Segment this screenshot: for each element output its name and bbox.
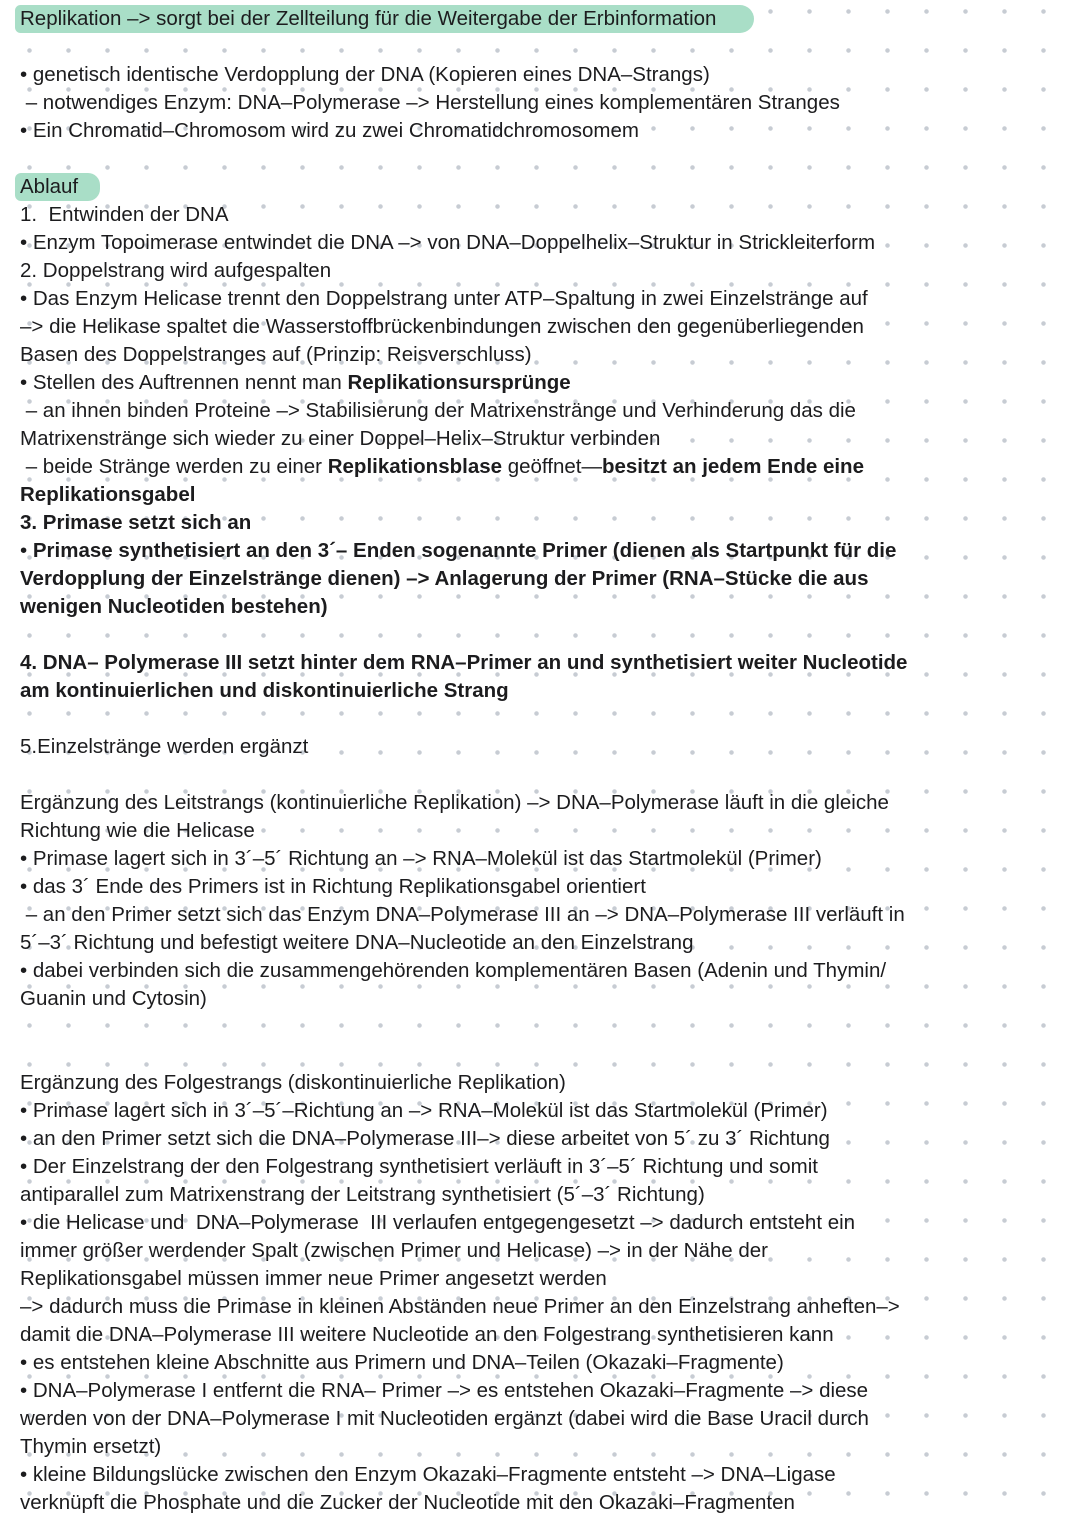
text-line xyxy=(20,565,1062,593)
text-segment: • xyxy=(20,539,33,562)
text-line xyxy=(20,873,1062,901)
text-segment: antiparallel zum Matrixenstrang der Leitstrang synthetisiert (5´–3´ Richtung) xyxy=(20,1183,705,1206)
text-segment: • Primase lagert sich in 3´–5´ Richtung an –> RNA–Molekül ist das Startmolekül (Primer) xyxy=(20,847,822,870)
blank-line xyxy=(20,1013,1062,1041)
highlighted-text xyxy=(15,173,100,201)
text-segment: Matrixenstränge sich wieder zu einer Doppel–Helix–Struktur verbinden xyxy=(20,427,661,450)
text-segment: –> die Helikase spaltet die Wasserstoffbrückenbindungen zwischen den gegenüberliegenden xyxy=(20,315,864,338)
text-line xyxy=(20,957,1062,985)
text-segment: damit die DNA–Polymerase III weitere Nucleotide an den Folgestrang synthetisieren kann xyxy=(20,1323,834,1346)
text-line xyxy=(20,929,1062,957)
text-segment: – an den Primer setzt sich das Enzym DNA–Polymerase III an –> DNA–Polymerase III verläuft in xyxy=(20,903,905,926)
text-line xyxy=(20,201,1062,229)
text-line xyxy=(20,733,1062,761)
text-line xyxy=(20,369,1062,397)
text-segment: • Ein Chromatid–Chromosom wird zu zwei Chromatidchromosomem xyxy=(20,119,639,142)
text-line xyxy=(20,1209,1062,1237)
bold-text-segment: besitzt an jedem Ende eine xyxy=(601,455,864,478)
text-line xyxy=(20,1433,1062,1461)
text-segment: 5´–3´ Richtung und befestigt weitere DNA–Nucleotide an den Einzelstrang xyxy=(20,931,694,954)
bold-text-segment: Replikationsursprünge xyxy=(347,371,571,394)
text-line xyxy=(20,89,1062,117)
text-line xyxy=(20,985,1062,1013)
blank-line xyxy=(20,705,1062,733)
text-line xyxy=(20,649,1062,677)
text-segment: • Stellen des Auftrennen nennt man xyxy=(20,371,348,394)
text-line xyxy=(20,1349,1062,1377)
text-line xyxy=(20,285,1062,313)
text-line xyxy=(20,1377,1062,1405)
bold-text-segment: Primase synthetisiert an den 3´– Enden sogenannte Primer (dienen als Startpunkt für die xyxy=(32,539,897,562)
text-line xyxy=(20,1237,1062,1265)
text-line xyxy=(20,481,1062,509)
text-line xyxy=(20,509,1062,537)
blank-line xyxy=(20,761,1062,789)
text-segment: Thymin ersetzt) xyxy=(20,1435,162,1458)
text-segment: • an den Primer setzt sich die DNA–Polymerase III–> diese arbeitet von 5´ zu 3´ Richtung xyxy=(20,1127,830,1150)
text-line xyxy=(20,817,1062,845)
text-line xyxy=(20,1489,1062,1517)
text-segment: geöffnet— xyxy=(502,455,602,478)
blank-line xyxy=(20,33,1062,61)
text-line xyxy=(20,1181,1062,1209)
text-line xyxy=(20,257,1062,285)
text-segment: Replikationsgabel müssen immer neue Primer angesetzt werden xyxy=(20,1267,607,1290)
text-segment: • das 3´ Ende des Primers ist in Richtung Replikationsgabel orientiert xyxy=(20,875,646,898)
text-segment: 5.Einzelstränge werden ergänzt xyxy=(20,735,309,758)
text-line xyxy=(20,1153,1062,1181)
text-segment: • genetisch identische Verdopplung der DNA (Kopieren eines DNA–Strangs) xyxy=(20,63,710,86)
text-segment: –> dadurch muss die Primase in kleinen Abständen neue Primer an den Einzelstrang anheften–> xyxy=(20,1295,900,1318)
text-segment: 2. Doppelstrang wird aufgespalten xyxy=(20,259,332,282)
text-segment: • Primase lagert sich in 3´–5´–Richtung an –> RNA–Molekül ist das Startmolekül (Primer) xyxy=(20,1099,828,1122)
text-line xyxy=(20,789,1062,817)
text-line xyxy=(20,229,1062,257)
bold-text-segment: Replikationsblase xyxy=(327,455,503,478)
text-segment: Ergänzung des Folgestrangs (diskontinuierliche Replikation) xyxy=(20,1071,566,1094)
text-line xyxy=(20,1405,1062,1433)
text-segment: Guanin und Cytosin) xyxy=(20,987,207,1010)
text-line xyxy=(20,1265,1062,1293)
bold-text-segment: 4. DNA– Polymerase III setzt hinter dem RNA–Primer an und synthetisiert weiter Nucleotide xyxy=(20,651,908,674)
bold-text-segment: Replikationsgabel xyxy=(20,483,196,506)
text-segment: verknüpft die Phosphate und die Zucker der Nucleotide mit den Okazaki–Fragmenten xyxy=(20,1491,795,1514)
text-segment: • Enzym Topoimerase entwindet die DNA –> von DNA–Doppelhelix–Struktur in Strickleiterform xyxy=(20,231,876,254)
text-line xyxy=(20,537,1062,565)
bold-text-segment: am kontinuierlichen und diskontinuierliche Strang xyxy=(20,679,509,702)
text-segment: immer größer werdender Spalt (zwischen Primer und Helicase) –> in der Nähe der xyxy=(20,1239,768,1262)
text-segment: – an ihnen binden Proteine –> Stabilisierung der Matrixenstränge und Verhinderung das die xyxy=(20,399,856,422)
text-line xyxy=(20,677,1062,705)
text-segment: • Der Einzelstrang der den Folgestrang synthetisiert verläuft in 3´–5´ Richtung und somit xyxy=(20,1155,818,1178)
bold-text-segment: 3. Primase setzt sich an xyxy=(20,511,252,534)
blank-line xyxy=(20,621,1062,649)
text-line xyxy=(20,1125,1062,1153)
text-segment: • dabei verbinden sich die zusammengehörenden komplementären Basen (Adenin und Thymin/ xyxy=(20,959,887,982)
text-line xyxy=(20,117,1062,145)
text-line xyxy=(20,1461,1062,1489)
document-body xyxy=(20,5,1062,1517)
text-line xyxy=(20,397,1062,425)
highlighted-text xyxy=(15,5,754,33)
text-line xyxy=(20,593,1062,621)
text-segment: Ergänzung des Leitstrangs (kontinuierliche Replikation) –> DNA–Polymerase läuft in die gleiche xyxy=(20,791,889,814)
text-line xyxy=(20,341,1062,369)
text-segment: • kleine Bildungslücke zwischen den Enzym Okazaki–Fragmente entsteht –> DNA–Ligase xyxy=(20,1463,836,1486)
text-segment: Replikation –> sorgt bei der Zellteilung für die Weitergabe der Erbinformation xyxy=(20,7,717,30)
text-segment: 1. Entwinden der DNA xyxy=(20,203,229,226)
text-line xyxy=(20,845,1062,873)
text-line xyxy=(20,425,1062,453)
bold-text-segment: wenigen Nucleotiden bestehen) xyxy=(20,595,328,618)
text-line xyxy=(20,1097,1062,1125)
text-segment: Richtung wie die Helicase xyxy=(20,819,255,842)
blank-line xyxy=(20,145,1062,173)
text-segment: Ablauf xyxy=(20,175,79,198)
text-line xyxy=(20,453,1062,481)
text-segment: • die Helicase und DNA–Polymerase III verlaufen entgegengesetzt –> dadurch entsteht ein xyxy=(20,1211,856,1234)
bold-text-segment: Verdopplung der Einzelstränge dienen) –> Anlagerung der Primer (RNA–Stücke die aus xyxy=(20,567,869,590)
text-line xyxy=(20,1069,1062,1097)
text-segment: Basen des Doppelstranges auf (Prinzip: Reisverschluss) xyxy=(20,343,532,366)
text-segment: – beide Stränge werden zu einer xyxy=(20,455,328,478)
text-segment: – notwendiges Enzym: DNA–Polymerase –> Herstellung eines komplementären Stranges xyxy=(20,91,840,114)
text-line xyxy=(20,1321,1062,1349)
text-line xyxy=(20,313,1062,341)
text-line xyxy=(20,901,1062,929)
text-line xyxy=(20,1293,1062,1321)
text-line xyxy=(20,5,1062,33)
text-segment: • es entstehen kleine Abschnitte aus Primern und DNA–Teilen (Okazaki–Fragmente) xyxy=(20,1351,784,1374)
text-line xyxy=(20,61,1062,89)
text-segment: • DNA–Polymerase I entfernt die RNA– Primer –> es entstehen Okazaki–Fragmente –> diese xyxy=(20,1379,869,1402)
text-segment: werden von der DNA–Polymerase I mit Nucleotiden ergänzt (dabei wird die Base Uracil durch xyxy=(20,1407,869,1430)
blank-line xyxy=(20,1041,1062,1069)
text-segment: • Das Enzym Helicase trennt den Doppelstrang unter ATP–Spaltung in zwei Einzelstränge auf xyxy=(20,287,868,310)
text-line xyxy=(20,173,1062,201)
